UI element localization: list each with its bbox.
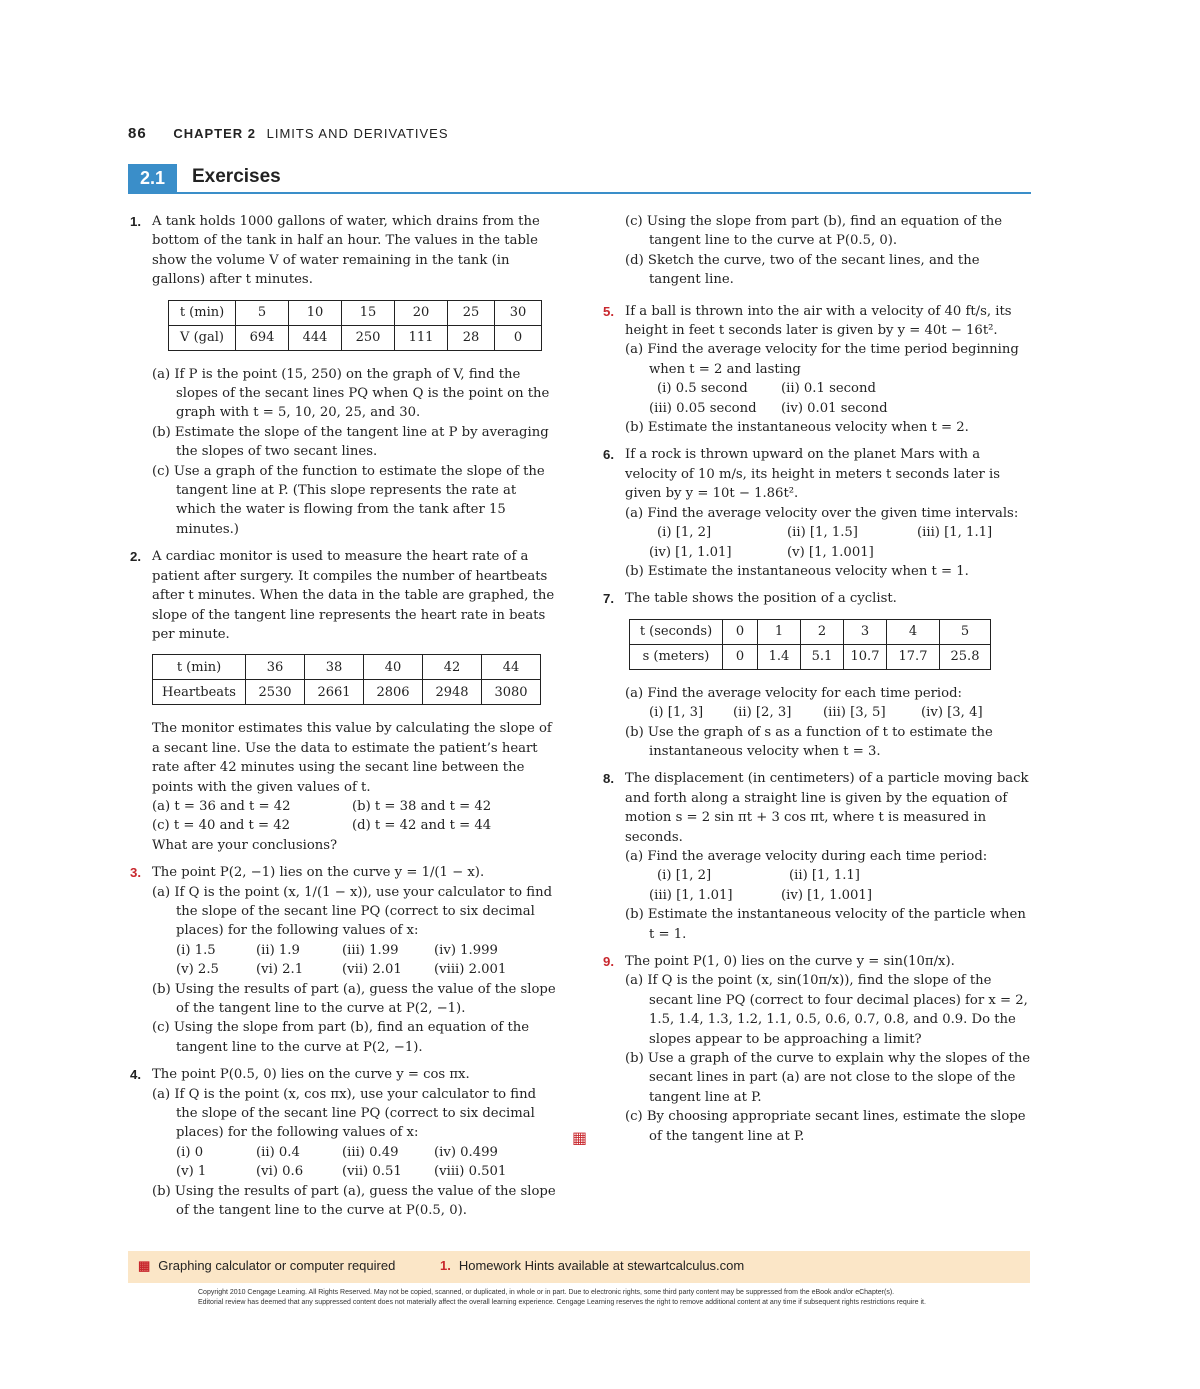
- calc-note-text: Graphing calculator or computer required: [158, 1258, 396, 1273]
- value-row: [625, 399, 1033, 418]
- table-cell: 15: [342, 300, 395, 325]
- table-row: [169, 300, 542, 325]
- graphing-calculator-icon: ▦: [572, 1128, 588, 1147]
- option-row: [152, 816, 560, 835]
- value: (v) 2.5: [176, 962, 219, 978]
- value: (iii) 0.05 second: [649, 400, 757, 416]
- table-cell: 28: [448, 325, 495, 350]
- value: (iii) [1, 1.1]: [917, 525, 993, 541]
- value-row: [625, 543, 1033, 562]
- value: (viii) 0.501: [434, 1164, 507, 1180]
- exercise-part: (d) Sketch the curve, two of the secant lines, and the tangent line.: [625, 252, 980, 288]
- value-row: [152, 960, 560, 979]
- value: (v) 1: [176, 1164, 207, 1180]
- exercise-part: (a) If Q is the point (x, cos πx), use your calculator to find the slope of the secant line PQ (correct to six decimal places) for the following values of x:: [152, 1086, 537, 1141]
- value: (iv) [1, 1.01]: [649, 544, 732, 560]
- value: (iv) 0.01 second: [781, 400, 888, 416]
- value: (iii) [1, 1.01]: [649, 887, 733, 903]
- table-cell: t (min): [153, 655, 246, 680]
- table-cell: 25: [448, 300, 495, 325]
- value-row: [625, 886, 1033, 905]
- option-row: [152, 797, 560, 816]
- value: (viii) 2.001: [434, 962, 507, 978]
- data-table: [152, 654, 541, 705]
- exercise-part: (b) Estimate the instantaneous velocity when t = 1.: [625, 563, 969, 579]
- exercise-text: A tank holds 1000 gallons of water, which drains from the bottom of the tank in half an hour. The values in the table show the volume V of water remaining in the tank (in gallons) after t minutes.: [152, 214, 540, 288]
- table-cell: 3: [844, 619, 887, 644]
- exercise-number: 2.: [130, 549, 141, 565]
- exercise-9: [603, 952, 1033, 1146]
- option: (a) t = 36 and t = 42: [152, 798, 291, 814]
- exercise-part: (b) Estimate the slope of the tangent line at P by averaging the slopes of two secant lines.: [152, 424, 549, 460]
- exercise-number: 1.: [130, 214, 141, 229]
- value: (vi) 0.6: [256, 1164, 304, 1180]
- exercise-number: 7.: [603, 591, 614, 607]
- exercise-text: The table shows the position of a cyclist.: [625, 591, 897, 607]
- value: (i) 1.5: [176, 942, 216, 958]
- value: (iv) 0.499: [434, 1144, 498, 1160]
- exercise-part: (b) Using the results of part (a), guess the value of the slope of the tangent line to the curve at P(0.5, 0).: [152, 1183, 556, 1219]
- exercise-text: The point P(0.5, 0) lies on the curve y = cos πx.: [152, 1067, 470, 1083]
- graphing-calculator-icon: ▦: [138, 1258, 151, 1273]
- value: (i) 0: [176, 1144, 204, 1160]
- exercise-text: The point P(2, −1) lies on the curve y = 1/(1 − x).: [152, 865, 485, 881]
- exercise-part: (b) Use a graph of the curve to explain why the slopes of the secant lines in part (a) are not close to the slope of the tangent line at P.: [625, 1051, 1031, 1105]
- exercise-text: The monitor estimates this value by calculating the slope of a secant line. Use the data to estimate the patient’s heart rate after 42 minutes using the secant line between the points with the given values of t.: [152, 721, 552, 795]
- value: (v) [1, 1.001]: [787, 544, 874, 560]
- copyright-notice: [198, 1288, 1028, 1308]
- exercise-number: 5.: [603, 303, 614, 319]
- option: (c) t = 40 and t = 42: [152, 818, 291, 834]
- value: (i) [1, 2]: [657, 525, 712, 541]
- exercise-part: (a) Find the average velocity for each time period:: [625, 685, 962, 701]
- table-cell: 444: [289, 325, 342, 350]
- exercise-part: (c) Using the slope from part (b), find an equation of the tangent line to the curve at P(2, −1).: [152, 1020, 530, 1055]
- table-cell: 4: [887, 619, 940, 644]
- exercise-part: (b) Estimate the instantaneous velocity when t = 2.: [625, 420, 969, 436]
- section-number: 2.1: [128, 164, 177, 192]
- value: (ii) 0.1 second: [781, 381, 876, 397]
- exercise-1: [130, 212, 560, 539]
- table-cell: 38: [305, 655, 364, 680]
- exercise-number: 8.: [603, 771, 614, 787]
- table-cell: t (seconds): [630, 619, 723, 644]
- exercise-part: (a) Find the average velocity over the given time intervals:: [625, 505, 1019, 521]
- table-cell: 10: [289, 300, 342, 325]
- table-cell: 42: [423, 655, 482, 680]
- table-cell: 20: [395, 300, 448, 325]
- footer-bar: [128, 1251, 1030, 1283]
- exercise-7: [603, 589, 1033, 761]
- value: (i) [1, 3]: [649, 705, 704, 721]
- homework-note: [440, 1258, 744, 1273]
- table-cell: 5: [940, 619, 991, 644]
- value: (i) [1, 2]: [657, 868, 712, 884]
- exercise-part: (c) By choosing appropriate secant lines, estimate the slope of the tangent line at P.: [625, 1109, 1026, 1144]
- exercise-part: (a) If P is the point (15, 250) on the graph of V, find the slopes of the secant lines PQ when Q is the point on the graph with t = 5, 10, 20, 25, and 30.: [152, 366, 550, 421]
- table-cell: 0: [495, 325, 542, 350]
- exercise-number: 9.: [603, 954, 614, 969]
- exercise-part: (c) Using the slope from part (b), find an equation of the tangent line to the curve at P(0.5, 0).: [625, 214, 1003, 249]
- value: (vii) 2.01: [342, 962, 402, 978]
- exercise-3: [130, 863, 560, 1057]
- table-cell: 111: [395, 325, 448, 350]
- table-cell: s (meters): [630, 644, 723, 669]
- exercise-part: (b) Using the results of part (a), guess the value of the slope of the tangent line to the curve at P(2, −1).: [152, 981, 556, 1016]
- table-cell: 1.4: [758, 644, 801, 669]
- exercise-number: 4.: [130, 1067, 141, 1083]
- table-row: [153, 655, 541, 680]
- hw-note-text: Homework Hints available at stewartcalculus.com: [458, 1258, 745, 1273]
- value: (ii) 0.4: [256, 1144, 300, 1160]
- table-cell: 0: [723, 644, 758, 669]
- table-cell: 694: [236, 325, 289, 350]
- table-cell: 250: [342, 325, 395, 350]
- exercise-6: [603, 445, 1033, 581]
- exercise-5: [603, 302, 1033, 438]
- table-cell: t (min): [169, 300, 236, 325]
- value: (iv) [1, 1.001]: [781, 887, 872, 903]
- exercise-4: [130, 1065, 560, 1220]
- table-cell: 44: [482, 655, 541, 680]
- calculator-note: [138, 1258, 395, 1274]
- exercise-8: [603, 769, 1033, 944]
- exercise-part: (a) If Q is the point (x, sin(10π/x)), find the slope of the secant line PQ (correct to four decimal places) for x = 2, 1.5, 1.4, 1.3, 1.2, 1.1, 0.5, 0.6, 0.7, 0.8, and 0.9. Do the slopes appear to be approaching a limit?: [625, 973, 1028, 1047]
- table-row: [630, 619, 991, 644]
- value: (ii) [2, 3]: [733, 705, 792, 721]
- value-row: [152, 941, 560, 960]
- left-column: [130, 212, 560, 1228]
- table-row: [169, 325, 542, 350]
- table-cell: 5: [236, 300, 289, 325]
- table-cell: 10.7: [844, 644, 887, 669]
- table-cell: 25.8: [940, 644, 991, 669]
- value-row: [625, 703, 1033, 722]
- table-cell: 3080: [482, 680, 541, 705]
- exercise-question: What are your conclusions?: [152, 837, 338, 853]
- exercise-text: The point P(1, 0) lies on the curve y = sin(10π/x).: [625, 954, 955, 969]
- value: (iii) 1.99: [342, 942, 399, 958]
- value: (vi) 2.1: [256, 962, 304, 978]
- data-table: [629, 619, 991, 670]
- copyright-line: Editorial review has deemed that any suppressed content does not materially affect the overall learning experience. Cengage Learning reserves the right to remove additional content at any time if subsequent rights restrictions require it.: [198, 1299, 926, 1306]
- value: (vii) 0.51: [342, 1164, 402, 1180]
- option: (d) t = 42 and t = 44: [352, 818, 492, 834]
- table-row: [153, 680, 541, 705]
- table-cell: 2530: [246, 680, 305, 705]
- section-heading: [128, 164, 1031, 194]
- table-cell: 5.1: [801, 644, 844, 669]
- exercise-text: A cardiac monitor is used to measure the heart rate of a patient after surgery. It compiles the number of heartbeats after t minutes. When the data in the table are graphed, the slope of the tangent line represents the heart rate in beats per minute.: [152, 549, 555, 642]
- value-row: [152, 1143, 560, 1162]
- value-row: [625, 379, 1033, 398]
- homework-hint-number: 1.: [440, 1258, 451, 1273]
- table-cell: 36: [246, 655, 305, 680]
- value: (ii) 1.9: [256, 942, 300, 958]
- value: (i) 0.5 second: [657, 381, 748, 397]
- value-row: [152, 1162, 560, 1181]
- value: (iv) [3, 4]: [921, 705, 983, 721]
- value-row: [625, 523, 1033, 542]
- table-cell: 2806: [364, 680, 423, 705]
- exercise-part: (c) Use a graph of the function to estimate the slope of the tangent line at P. (This slope represents the rate at which the water is flowing from the tank after 15 minutes.): [152, 463, 545, 537]
- value-row: [625, 866, 1033, 885]
- value: (iv) 1.999: [434, 942, 498, 958]
- exercise-4-continued: [603, 212, 1033, 290]
- exercise-part: (a) If Q is the point (x, 1/(1 − x)), use your calculator to find the slope of the secant line PQ (correct to six decimal places) for the following values of x:: [152, 884, 553, 939]
- table-cell: Heartbeats: [153, 680, 246, 705]
- page-number: 86: [128, 125, 147, 142]
- exercise-text: If a rock is thrown upward on the planet Mars with a velocity of 10 m/s, its height in meters t seconds later is given by y = 10t − 1.86t².: [625, 447, 1000, 502]
- table-row: [630, 644, 991, 669]
- chapter-label: CHAPTER 2: [173, 126, 256, 141]
- value: (ii) [1, 1.5]: [787, 525, 858, 541]
- exercise-part: (a) Find the average velocity for the time period beginning when t = 2 and lasting: [625, 342, 1019, 377]
- right-column: [603, 212, 1033, 1154]
- table-cell: 40: [364, 655, 423, 680]
- exercise-part: (b) Use the graph of s as a function of t to estimate the instantaneous velocity when t = 3.: [625, 724, 993, 759]
- value: (iii) 0.49: [342, 1144, 399, 1160]
- table-cell: 17.7: [887, 644, 940, 669]
- value: (ii) [1, 1.1]: [789, 868, 860, 884]
- table-cell: 2661: [305, 680, 364, 705]
- table-cell: 2: [801, 619, 844, 644]
- data-table: [168, 300, 542, 351]
- section-title: Exercises: [192, 166, 281, 187]
- exercise-number: 3.: [130, 865, 141, 881]
- exercise-number: 6.: [603, 447, 614, 463]
- value: (iii) [3, 5]: [823, 705, 886, 721]
- exercise-part: (b) Estimate the instantaneous velocity of the particle when t = 1.: [625, 907, 1026, 942]
- option: (b) t = 38 and t = 42: [352, 798, 492, 814]
- exercise-text: The displacement (in centimeters) of a particle moving back and forth along a straight line is given by the equation of motion s = 2 sin πt + 3 cos πt, where t is measured in seconds.: [625, 771, 1029, 845]
- chapter-title: LIMITS AND DERIVATIVES: [266, 126, 449, 141]
- page-header: [128, 125, 449, 142]
- exercise-part: (a) Find the average velocity during each time period:: [625, 848, 988, 864]
- table-cell: 1: [758, 619, 801, 644]
- copyright-line: Copyright 2010 Cengage Learning. All Rights Reserved. May not be copied, scanned, or duplicated, in whole or in part. Due to electronic rights, some third party content may be suppressed from the eBook and/or eChapter(s).: [198, 1289, 895, 1296]
- table-cell: 0: [723, 619, 758, 644]
- exercise-2: [130, 547, 560, 855]
- table-cell: 30: [495, 300, 542, 325]
- table-cell: 2948: [423, 680, 482, 705]
- exercise-text: If a ball is thrown into the air with a velocity of 40 ft/s, its height in feet t seconds later is given by y = 40t − 16t².: [625, 303, 1012, 339]
- table-cell: V (gal): [169, 325, 236, 350]
